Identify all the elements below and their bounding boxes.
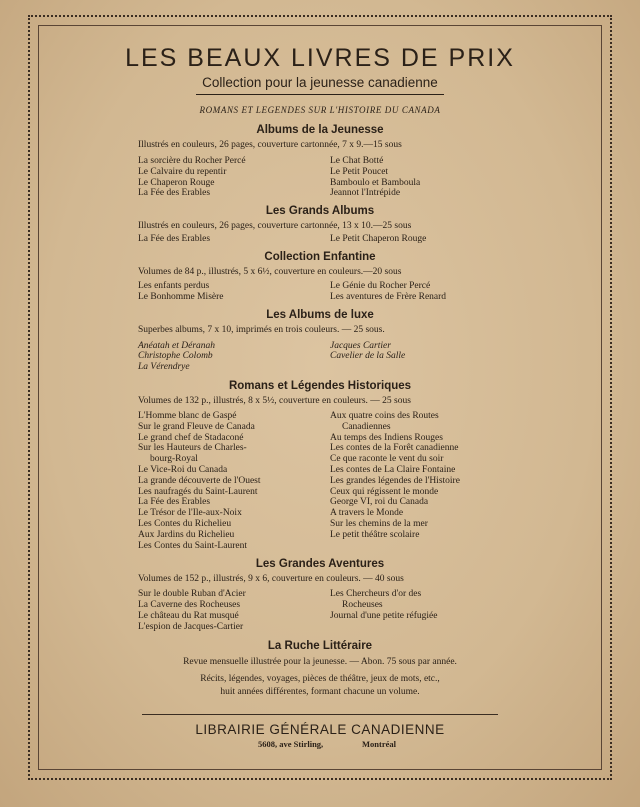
book-title: Les Chercheurs d'or des [330,589,422,600]
book-title: Les contes de La Claire Fontaine [330,464,456,475]
book-title: Le château du Rat musqué [138,610,239,621]
book-title: Christophe Colomb [138,351,213,362]
book-title: Jeannot l'Intrépide [330,188,401,199]
book-title: Les naufragés du Saint-Laurent [138,486,258,497]
book-title: Aux Jardins du Richelieu [138,529,235,540]
series-kicker: ROMANS ET LEGENDES SUR L'HISTOIRE DU CANADA [199,105,441,115]
section-description: Volumes de 132 p., illustrés, 8 x 5½, couverture en couleurs. — 25 sous [138,395,411,406]
book-title: Le Petit Poucet [330,166,389,177]
section-heading: Albums de la Jeunesse [256,124,384,136]
catalog-content [0,30,640,698]
book-title: Canadiennes [342,421,391,432]
footer-divider [142,714,498,715]
book-title: Aux quatre coins des Routes [330,410,439,421]
book-title: La grande découverte de l'Ouest [138,475,261,486]
book-title: Le Bonhomme Misère [138,291,224,302]
book-title: Le Vice-Roi du Canada [138,464,228,475]
book-title: Jacques Cartier [330,340,391,351]
book-title: Les contes de la Forêt canadienne [330,443,459,454]
publisher-city: Montréal [362,739,396,749]
book-title: Le Génie du Rocher Percé [330,280,431,291]
title-list [0,589,640,632]
book-title: Les enfants perdus [138,280,210,291]
book-title: Les grandes légendes de l'Histoire [330,475,460,486]
title-list [0,411,640,551]
section-description: Illustrés en couleurs, 26 pages, couverture cartonnée, 13 x 10.—25 sous [138,221,412,232]
book-title: L'Homme blanc de Gaspé [138,410,237,421]
section-heading: Les Grandes Aventures [255,558,385,571]
title-list [0,281,640,303]
book-title: La Fée des Erables [138,234,211,245]
book-title: George VI, roi du Canada [330,497,429,508]
book-title: Les Contes du Richelieu [138,518,232,529]
book-title: La sorcière du Rocher Percé [138,156,246,166]
book-title: Ce que raconte le vent du soir [330,454,444,465]
page-subtitle: Collection pour la jeunesse canadienne [196,74,444,95]
section-description: Volumes de 84 p., illustrés, 5 x 6½, couverture en couleurs.—20 sous [138,266,402,277]
book-title: Au temps des Indiens Rouges [330,432,443,443]
section-description: Illustrés en couleurs, 26 pages, couverture cartonnée, 7 x 9.—15 sous [138,140,402,150]
book-title: Sur les Hauteurs de Charles- [138,443,247,454]
publisher-name: LIBRAIRIE GÉNÉRALE CANADIENNE [195,722,445,737]
section-description: Volumes de 152 p., illustrés, 9 x 6, couverture en couleurs. — 40 sous [138,574,404,585]
section-note: Récits, légendes, voyages, pièces de théâtre, jeux de mots, etc., [200,673,440,684]
book-title: A travers le Monde [330,508,404,519]
title-list [0,234,640,245]
section-heading: Les Grands Albums [265,205,375,218]
book-title: bourg-Royal [150,454,198,465]
book-title: Rocheuses [342,600,383,611]
book-title: Bamboulo et Bamboula [330,177,421,188]
section-heading: Collection Enfantine [264,250,376,263]
book-title: Sur les chemins de la mer [330,518,428,529]
page-title: LES BEAUX LIVRES DE PRIX [125,44,515,72]
section-heading: La Ruche Littéraire [267,639,373,652]
book-title: La Vérendrye [138,362,190,373]
book-title: Le petit théâtre scolaire [330,529,420,540]
book-title: Ceux qui régissent le monde [330,486,439,497]
section-note: huit années différentes, formant chacune un volume. [220,686,420,697]
book-title: La Fée des Erables [138,188,211,199]
book-title: Journal d'une petite réfugiée [330,610,438,621]
book-title: La Caverne des Rocheuses [138,600,241,611]
book-title: Sur le double Ruban d'Acier [138,589,246,600]
section-description: Revue mensuelle illustrée pour la jeunesse. — Abon. 75 sous par année. [183,656,457,667]
book-title: Cavelier de la Salle [330,351,406,362]
section-heading: Romans et Légendes Historiques [228,379,412,392]
publisher-address: 5608, ave Stirling, [258,739,324,749]
book-title: Le grand chef de Stadaconé [138,432,244,443]
book-title: Le Chat Botté [330,156,384,166]
book-title: Le Petit Chaperon Rouge [330,234,427,245]
section-heading: Les Albums de luxe [266,308,374,321]
title-list [0,156,640,199]
book-title: Le Chaperon Rouge [138,177,215,188]
book-title: Le Calvaire du repentir [138,166,227,177]
title-list [0,341,640,373]
book-title: Les aventures de Frère Renard [330,291,447,302]
book-title: L'espion de Jacques-Cartier [138,621,244,632]
book-title: Les Contes du Saint-Laurent [138,540,247,551]
book-title: Sur le grand Fleuve de Canada [138,421,255,432]
book-title: Anéatah et Déranah [138,340,216,351]
book-title: La Fée des Erables [138,497,211,508]
book-title: Le Trésor de l'Ile-aux-Noix [138,508,242,519]
section-description: Superbes albums, 7 x 10, imprimés en trois couleurs. — 25 sous. [138,324,385,335]
